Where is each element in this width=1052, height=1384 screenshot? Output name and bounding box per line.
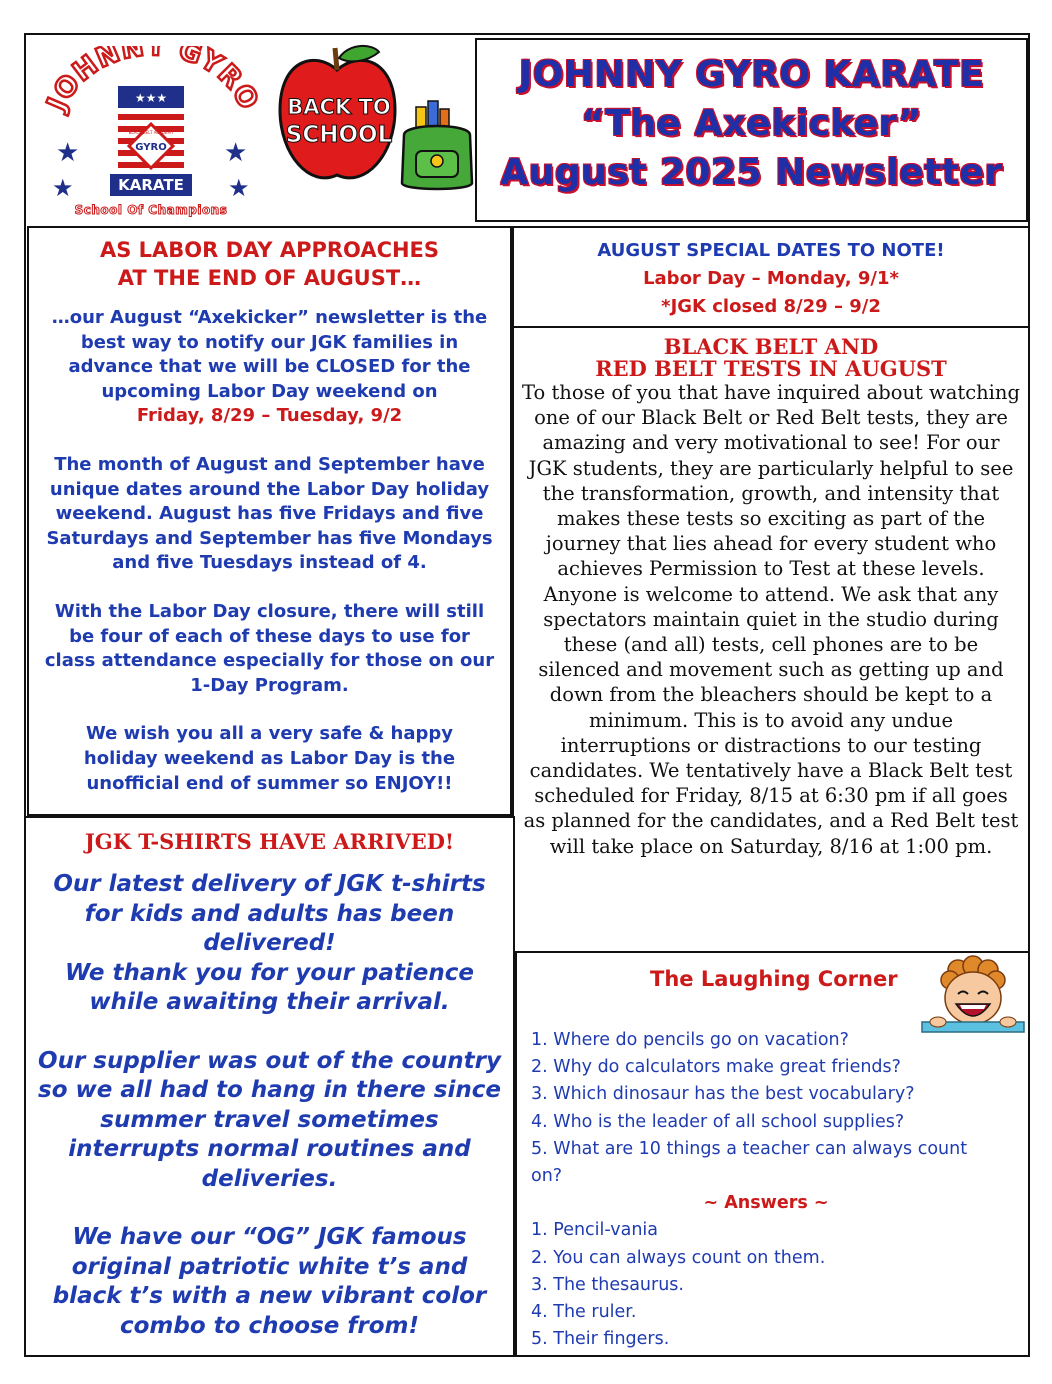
svg-text:BACK TO: BACK TO <box>287 95 391 119</box>
laughing-corner-title: The Laughing Corner <box>650 967 898 991</box>
dates-line-2: *JGK closed 8/29 – 9/2 <box>661 296 881 317</box>
logo-star-icon: ★ <box>52 174 74 202</box>
answer-item: 3. The thesaurus. <box>531 1274 684 1295</box>
question-item: 4. Who is the leader of all school supplies? <box>531 1111 905 1132</box>
logo-star-icon: ★ <box>224 138 248 168</box>
logo-footer-text: School Of Champions <box>74 203 228 217</box>
question-item: 3. Which dinosaur has the best vocabulary? <box>531 1084 915 1105</box>
tshirts-heading: JGK T-SHIRTS HAVE ARRIVED! <box>84 829 455 854</box>
tshirts-paragraph-1: Our latest delivery of JGK t-shirts for kids and adults has been delivered! <box>53 871 486 956</box>
logo-ring-text: BLACK BELT ACADEMY <box>128 130 174 135</box>
answers-label: ~ Answers ~ <box>703 1193 829 1214</box>
logo-star-icon: ★ <box>56 138 80 168</box>
special-dates-section <box>512 226 1030 328</box>
logo-center-text: GYRO <box>135 142 167 153</box>
tshirts-paragraph-1b: We thank you for your patience while awaiting their arrival. <box>65 959 474 1015</box>
tshirts-paragraph-3: We have our “OG” JGK famous original patriotic white t’s and black t’s with a new vibrant color combo to choose from! <box>52 1224 487 1339</box>
tshirts-section <box>24 816 515 1357</box>
question-item: 1. Where do pencils go on vacation? <box>531 1030 849 1050</box>
labor-paragraph-3: With the Labor Day closure, there will still be four of each of these days to use for class attendance especially for those on our 1-Day Program. <box>44 600 495 696</box>
jgk-logo <box>38 46 263 218</box>
belts-heading-2: RED BELT TESTS IN AUGUST <box>595 356 947 381</box>
labor-paragraph-2: The month of August and September have unique dates around the Labor Day holiday weekend. August has five Fridays and five Saturdays and September has five Mondays and five Tuesdays instead of 4. <box>46 453 493 574</box>
back-to-school-apple-icon <box>275 40 400 190</box>
labor-closure-dates: Friday, 8/29 – Tuesday, 9/2 <box>136 405 403 427</box>
labor-heading-2: AT THE END OF AUGUST… <box>117 266 422 290</box>
labor-paragraph-4: We wish you all a very safe & happy holiday weekend as Labor Day is the unofficial end of summer so ENJOY!! <box>83 723 456 794</box>
labor-heading-1: AS LABOR DAY APPROACHES <box>99 238 440 262</box>
dates-line-1: Labor Day – Monday, 9/1* <box>643 268 899 289</box>
labor-paragraph-1: …our August “Axekicker” newsletter is the best way to notify our JGK families in advance that we will be CLOSED for the upcoming Labor Day weekend on <box>51 307 488 402</box>
answer-item: 1. Pencil-vania <box>531 1220 658 1241</box>
title-line-1: JOHNNY GYRO KARATE <box>518 54 985 95</box>
dates-title: AUGUST SPECIAL DATES TO NOTE! <box>597 240 945 261</box>
logo-arc-text: JOHNNY GYRO <box>41 46 263 116</box>
laughing-kid-icon <box>918 952 1028 1034</box>
logo-banner-text: KARATE <box>118 176 184 194</box>
logo-star-icon: ★ <box>228 174 250 202</box>
answer-item: 5. Their fingers. <box>531 1329 670 1350</box>
title-line-3: August 2025 Newsletter <box>500 152 1003 193</box>
question-item: 5. What are 10 things a teacher can always count on? <box>531 1138 968 1187</box>
answer-item: 4. The ruler. <box>531 1302 637 1323</box>
title-line-2: “The Axekicker” <box>581 103 922 144</box>
answer-item: 2. You can always count on them. <box>531 1247 826 1268</box>
svg-text:SCHOOL: SCHOOL <box>285 122 393 148</box>
svg-text:★★★: ★★★ <box>134 91 168 105</box>
belt-tests-section <box>512 326 1030 953</box>
backpack-icon <box>398 95 476 193</box>
belts-body: To those of you that have inquired about watching one of our Black Belt or Red Belt tests, they are amazing and very motivational to see! For our JGK students, they are particularly helpful to see the transformation, growth, and intensity that makes these tests so exciting as part of the journey that lies ahead for every student who achieves Permission to Test at these levels. Anyone is welcome to attend. We ask that any spectators maintain quiet in the studio during these (and all) tests, cell phones are to be silenced and movement such as getting up and down from the bleachers should be kept to a minimum. This is to avoid any undue interruptions or distractions to our testing candidates. We tentatively have a Black Belt test scheduled for Friday, 8/15 at 6:30 pm if all goes as planned for the candidates, and a Red Belt test will take place on Saturday, 8/16 at 1:00 pm. <box>522 381 1020 858</box>
newsletter-title-box <box>475 38 1028 222</box>
labor-day-section <box>27 226 512 816</box>
belts-heading-1: BLACK BELT AND <box>663 334 879 359</box>
question-item: 2. Why do calculators make great friends? <box>531 1057 901 1078</box>
tshirts-paragraph-2: Our supplier was out of the country so we all had to hang in there since summer travel sometimes interrupts normal routines and deliveries. <box>38 1047 501 1192</box>
